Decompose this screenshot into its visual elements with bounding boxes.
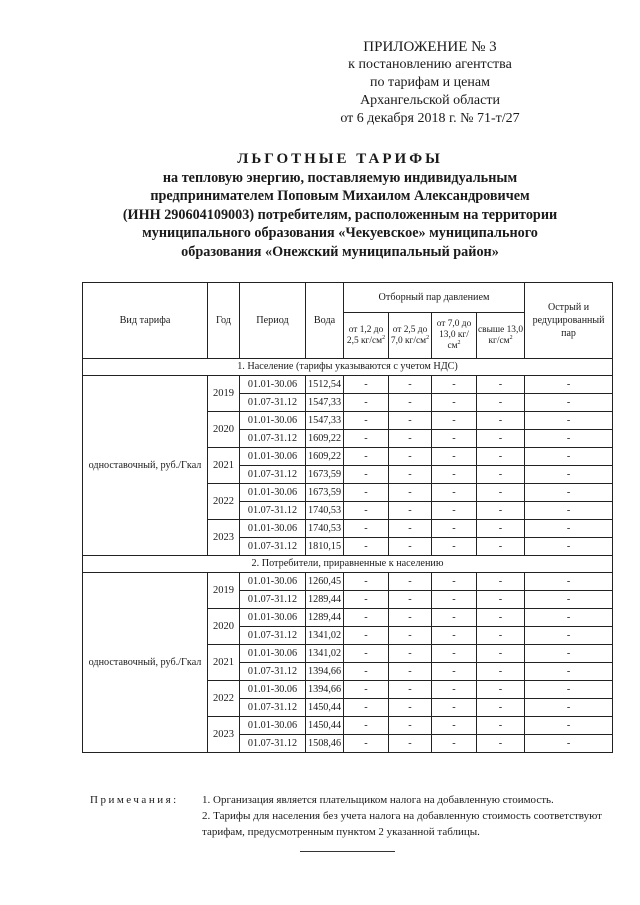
water-tariff-cell: 1547,33	[306, 412, 344, 430]
header-period: Период	[240, 283, 306, 359]
empty-tariff-cell: -	[525, 591, 613, 609]
empty-tariff-cell: -	[344, 591, 389, 609]
empty-tariff-cell: -	[525, 609, 613, 627]
empty-tariff-cell: -	[477, 735, 525, 753]
empty-tariff-cell: -	[432, 520, 477, 538]
water-tariff-cell: 1740,53	[306, 502, 344, 520]
water-tariff-cell: 1547,33	[306, 394, 344, 412]
empty-tariff-cell: -	[525, 538, 613, 556]
year-cell: 2021	[208, 448, 240, 484]
period-cell: 01.01-30.06	[240, 448, 306, 466]
header-sharp-steam: Острый и редуцированный пар	[525, 283, 613, 359]
empty-tariff-cell: -	[389, 430, 432, 448]
empty-tariff-cell: -	[477, 520, 525, 538]
water-tariff-cell: 1341,02	[306, 627, 344, 645]
notes-text	[202, 792, 602, 840]
section-title: 1. Население (тарифы указываются с учетом НДС)	[83, 359, 613, 376]
title-line-1: на тепловую энергию, поставляемую индивидуальным	[162, 169, 518, 186]
water-tariff-cell: 1609,22	[306, 430, 344, 448]
empty-tariff-cell: -	[525, 448, 613, 466]
empty-tariff-cell: -	[432, 394, 477, 412]
water-tariff-cell: 1394,66	[306, 681, 344, 699]
period-cell: 01.01-30.06	[240, 717, 306, 735]
water-tariff-cell: 1673,59	[306, 484, 344, 502]
empty-tariff-cell: -	[389, 591, 432, 609]
signature-line	[300, 851, 395, 852]
header-pressure-2: от 2,5 до 7,0 $кг/см^2$	[389, 313, 432, 359]
empty-tariff-cell: -	[389, 573, 432, 591]
water-tariff-cell: 1609,22	[306, 448, 344, 466]
empty-tariff-cell: -	[389, 376, 432, 394]
empty-tariff-cell: -	[432, 376, 477, 394]
water-tariff-cell: 1341,02	[306, 645, 344, 663]
period-cell: 01.01-30.06	[240, 609, 306, 627]
year-cell: 2019	[208, 376, 240, 412]
empty-tariff-cell: -	[389, 735, 432, 753]
period-cell: 01.07-31.12	[240, 627, 306, 645]
empty-tariff-cell: -	[389, 394, 432, 412]
section-header-row	[83, 556, 613, 573]
empty-tariff-cell: -	[389, 627, 432, 645]
empty-tariff-cell: -	[477, 627, 525, 645]
header-pressure-1: от 1,2 до 2,5 $кг/см^2$	[344, 313, 389, 359]
header-pressure-3: от 7,0 до 13,0 $кг/см^2$	[432, 313, 477, 359]
empty-tariff-cell: -	[525, 394, 613, 412]
water-tariff-cell: 1740,53	[306, 520, 344, 538]
title-line-3: (ИНН 290604109003) потребителям, расположенным на территории	[122, 206, 558, 223]
note-2: 2. Тарифы для населения без учета налога на добавленную стоимость соответствуют тарифам, предусмотренным пунктом 2 указанной таблицы.	[202, 810, 602, 838]
empty-tariff-cell: -	[432, 448, 477, 466]
empty-tariff-cell: -	[432, 591, 477, 609]
note-1: 1. Организация является плательщиком налога на добавленную стоимость.	[202, 794, 554, 806]
empty-tariff-cell: -	[525, 627, 613, 645]
year-cell: 2019	[208, 573, 240, 609]
empty-tariff-cell: -	[525, 681, 613, 699]
header-steam: Отборный пар давлением	[344, 283, 525, 313]
empty-tariff-cell: -	[389, 448, 432, 466]
empty-tariff-cell: -	[432, 627, 477, 645]
period-cell: 01.07-31.12	[240, 538, 306, 556]
empty-tariff-cell: -	[432, 645, 477, 663]
empty-tariff-cell: -	[389, 645, 432, 663]
empty-tariff-cell: -	[344, 484, 389, 502]
empty-tariff-cell: -	[477, 609, 525, 627]
empty-tariff-cell: -	[477, 502, 525, 520]
empty-tariff-cell: -	[344, 448, 389, 466]
period-cell: 01.07-31.12	[240, 394, 306, 412]
empty-tariff-cell: -	[432, 681, 477, 699]
empty-tariff-cell: -	[344, 376, 389, 394]
empty-tariff-cell: -	[432, 430, 477, 448]
empty-tariff-cell: -	[389, 484, 432, 502]
empty-tariff-cell: -	[432, 699, 477, 717]
period-cell: 01.01-30.06	[240, 645, 306, 663]
empty-tariff-cell: -	[344, 520, 389, 538]
empty-tariff-cell: -	[432, 609, 477, 627]
period-cell: 01.07-31.12	[240, 699, 306, 717]
empty-tariff-cell: -	[525, 466, 613, 484]
empty-tariff-cell: -	[389, 681, 432, 699]
empty-tariff-cell: -	[432, 484, 477, 502]
appendix-line-2: к постановлению агентства	[348, 57, 512, 72]
water-tariff-cell: 1810,15	[306, 538, 344, 556]
empty-tariff-cell: -	[525, 717, 613, 735]
empty-tariff-cell: -	[525, 430, 613, 448]
empty-tariff-cell: -	[477, 645, 525, 663]
appendix-line-4: Архангельской области	[360, 93, 500, 108]
appendix-block	[300, 38, 560, 128]
water-tariff-cell: 1508,46	[306, 735, 344, 753]
empty-tariff-cell: -	[477, 484, 525, 502]
empty-tariff-cell: -	[344, 735, 389, 753]
table-row	[83, 376, 613, 394]
year-cell: 2020	[208, 609, 240, 645]
year-cell: 2022	[208, 681, 240, 717]
water-tariff-cell: 1260,45	[306, 573, 344, 591]
period-cell: 01.01-30.06	[240, 412, 306, 430]
year-cell: 2023	[208, 520, 240, 556]
empty-tariff-cell: -	[344, 717, 389, 735]
empty-tariff-cell: -	[389, 699, 432, 717]
empty-tariff-cell: -	[344, 645, 389, 663]
empty-tariff-cell: -	[344, 502, 389, 520]
empty-tariff-cell: -	[525, 502, 613, 520]
period-cell: 01.01-30.06	[240, 376, 306, 394]
title-main: ЛЬГОТНЫЕ ТАРИФЫ	[237, 151, 443, 167]
empty-tariff-cell: -	[477, 466, 525, 484]
empty-tariff-cell: -	[477, 663, 525, 681]
empty-tariff-cell: -	[477, 448, 525, 466]
empty-tariff-cell: -	[344, 394, 389, 412]
empty-tariff-cell: -	[477, 591, 525, 609]
empty-tariff-cell: -	[389, 663, 432, 681]
empty-tariff-cell: -	[432, 412, 477, 430]
period-cell: 01.01-30.06	[240, 520, 306, 538]
empty-tariff-cell: -	[389, 520, 432, 538]
water-tariff-cell: 1673,59	[306, 466, 344, 484]
appendix-line-3: по тарифам и ценам	[370, 75, 490, 90]
empty-tariff-cell: -	[477, 699, 525, 717]
appendix-number: ПРИЛОЖЕНИЕ № 3	[363, 39, 497, 55]
empty-tariff-cell: -	[344, 412, 389, 430]
water-tariff-cell: 1289,44	[306, 591, 344, 609]
title-line-4: муниципального образования «Чекуевское» муниципального	[142, 225, 538, 241]
empty-tariff-cell: -	[432, 538, 477, 556]
empty-tariff-cell: -	[432, 502, 477, 520]
empty-tariff-cell: -	[344, 681, 389, 699]
empty-tariff-cell: -	[525, 376, 613, 394]
empty-tariff-cell: -	[477, 573, 525, 591]
period-cell: 01.07-31.12	[240, 430, 306, 448]
document-title	[70, 150, 610, 261]
year-cell: 2020	[208, 412, 240, 448]
tariff-type-cell: одноставочный, руб./Гкал	[83, 573, 208, 753]
empty-tariff-cell: -	[477, 717, 525, 735]
empty-tariff-cell: -	[389, 466, 432, 484]
empty-tariff-cell: -	[525, 573, 613, 591]
section-header-row	[83, 359, 613, 376]
table-row	[83, 573, 613, 591]
empty-tariff-cell: -	[389, 609, 432, 627]
empty-tariff-cell: -	[477, 538, 525, 556]
empty-tariff-cell: -	[525, 645, 613, 663]
water-tariff-cell: 1450,44	[306, 717, 344, 735]
period-cell: 01.07-31.12	[240, 591, 306, 609]
header-tariff-type: Вид тарифа	[83, 283, 208, 359]
empty-tariff-cell: -	[389, 538, 432, 556]
notes-label: Примечания:	[90, 794, 179, 806]
header-water: Вода	[306, 283, 344, 359]
empty-tariff-cell: -	[389, 717, 432, 735]
year-cell: 2022	[208, 484, 240, 520]
empty-tariff-cell: -	[432, 663, 477, 681]
empty-tariff-cell: -	[477, 376, 525, 394]
period-cell: 01.07-31.12	[240, 735, 306, 753]
empty-tariff-cell: -	[344, 430, 389, 448]
empty-tariff-cell: -	[389, 502, 432, 520]
empty-tariff-cell: -	[525, 735, 613, 753]
empty-tariff-cell: -	[432, 466, 477, 484]
water-tariff-cell: 1394,66	[306, 663, 344, 681]
empty-tariff-cell: -	[525, 520, 613, 538]
empty-tariff-cell: -	[432, 717, 477, 735]
empty-tariff-cell: -	[432, 735, 477, 753]
appendix-line-5: от 6 декабря 2018 г. № 71-т/27	[340, 111, 520, 126]
year-cell: 2021	[208, 645, 240, 681]
empty-tariff-cell: -	[525, 412, 613, 430]
empty-tariff-cell: -	[477, 412, 525, 430]
section-title: 2. Потребители, приравненные к населению	[83, 556, 613, 573]
empty-tariff-cell: -	[477, 430, 525, 448]
empty-tariff-cell: -	[432, 573, 477, 591]
empty-tariff-cell: -	[525, 484, 613, 502]
tariff-table	[82, 282, 613, 753]
empty-tariff-cell: -	[344, 699, 389, 717]
empty-tariff-cell: -	[389, 412, 432, 430]
period-cell: 01.07-31.12	[240, 663, 306, 681]
empty-tariff-cell: -	[344, 609, 389, 627]
header-year: Год	[208, 283, 240, 359]
period-cell: 01.07-31.12	[240, 466, 306, 484]
empty-tariff-cell: -	[344, 538, 389, 556]
empty-tariff-cell: -	[525, 699, 613, 717]
year-cell: 2023	[208, 717, 240, 753]
title-line-2: предпринимателем Поповым Михаилом Александровичем	[150, 188, 530, 204]
empty-tariff-cell: -	[344, 663, 389, 681]
tariff-type-cell: одноставочный, руб./Гкал	[83, 376, 208, 556]
title-line-5: образования «Онежский муниципальный район»	[181, 243, 499, 260]
period-cell: 01.01-30.06	[240, 484, 306, 502]
period-cell: 01.07-31.12	[240, 502, 306, 520]
water-tariff-cell: 1512,54	[306, 376, 344, 394]
water-tariff-cell: 1289,44	[306, 609, 344, 627]
empty-tariff-cell: -	[344, 573, 389, 591]
period-cell: 01.01-30.06	[240, 573, 306, 591]
empty-tariff-cell: -	[525, 663, 613, 681]
empty-tariff-cell: -	[477, 681, 525, 699]
period-cell: 01.01-30.06	[240, 681, 306, 699]
water-tariff-cell: 1450,44	[306, 699, 344, 717]
empty-tariff-cell: -	[344, 627, 389, 645]
header-pressure-4: свыше 13,0 $кг/см^2$	[477, 313, 525, 359]
empty-tariff-cell: -	[477, 394, 525, 412]
empty-tariff-cell: -	[344, 466, 389, 484]
